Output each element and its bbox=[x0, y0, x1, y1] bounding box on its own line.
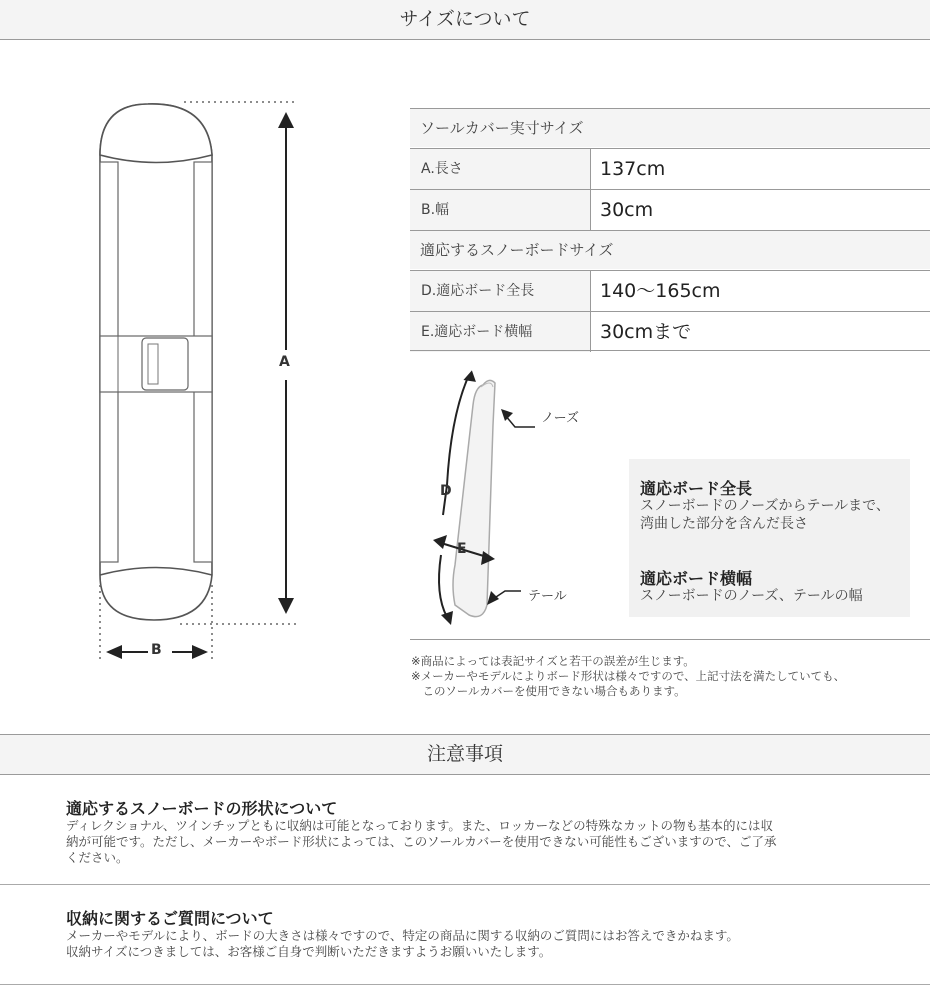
section-title: サイズについて bbox=[399, 8, 531, 30]
board-length-text-2: 湾曲した部分を含んだ長さ bbox=[640, 516, 808, 532]
note-title-shape: 適応するスノーボードの形状について bbox=[66, 799, 338, 818]
spec-label: A.長さ bbox=[410, 149, 591, 189]
board-width-title: 適応ボード横幅 bbox=[640, 569, 753, 588]
note-text-shape-2: 納が可能です。ただし、メーカーやボード形状によっては、このソールカバーを使用できない可能性もございますので、ご了承 bbox=[66, 834, 777, 849]
nose-label: ノーズ bbox=[541, 411, 579, 426]
sole-cover-diagram bbox=[90, 90, 310, 670]
spec-table-bottom bbox=[410, 350, 930, 351]
spec-label: E.適応ボード横幅 bbox=[410, 312, 591, 352]
section-header-size bbox=[0, 0, 930, 40]
board-size-header: 適応するスノーボードサイズ bbox=[410, 230, 930, 269]
dimension-d-label: D bbox=[440, 483, 452, 499]
note-text-shape-3: ください。 bbox=[66, 850, 129, 865]
section-header-notes bbox=[0, 734, 930, 775]
footnote-1: ※商品によっては表記サイズと若干の誤差が生じます。 bbox=[411, 654, 695, 668]
spec-row-board-length bbox=[410, 270, 930, 311]
spec-row-board-width bbox=[410, 311, 930, 352]
spec-value: 30cmまで bbox=[600, 321, 692, 343]
footnote-3: このソールカバーを使用できない場合もあります。 bbox=[411, 684, 686, 698]
section-title: 注意事項 bbox=[426, 743, 503, 765]
spec-label: B.幅 bbox=[410, 190, 591, 230]
snowboard-shape bbox=[453, 380, 495, 616]
info-box bbox=[629, 459, 910, 617]
spec-value: 140〜165cm bbox=[600, 280, 721, 302]
board-width-text: スノーボードのノーズ、テールの幅 bbox=[640, 588, 863, 604]
cover-size-header: ソールカバー実寸サイズ bbox=[410, 108, 930, 147]
spec-row-width bbox=[410, 189, 930, 230]
dimension-e-label: E bbox=[457, 541, 467, 557]
board-length-title: 適応ボード全長 bbox=[640, 479, 753, 498]
dimension-a-label: A bbox=[279, 354, 290, 370]
dimension-b-label: B bbox=[151, 642, 162, 658]
note-text-shape-1: ディレクショナル、ツインチップともに収納は可能となっております。また、ロッカーなどの特殊なカットの物も基本的には収 bbox=[66, 818, 774, 833]
bottom-divider bbox=[0, 984, 930, 985]
spec-row-length bbox=[410, 148, 930, 189]
tail-label: テール bbox=[528, 589, 567, 604]
snowboard-diagram bbox=[425, 365, 605, 630]
board-length-text-1: スノーボードのノーズからテールまで、 bbox=[640, 498, 890, 514]
note-text-question-2: 収納サイズにつきましては、お客様ご自身で判断いただきますようお願いいたします。 bbox=[66, 944, 552, 959]
spec-value: 137cm bbox=[600, 158, 666, 180]
footnote-2: ※メーカーやモデルによりボード形状は様々ですので、上記寸法を満たしていても、 bbox=[411, 669, 846, 683]
note-text-question-1: メーカーやモデルにより、ボードの大きさは様々ですので、特定の商品に関する収納のご質問にはお答えできかねます。 bbox=[66, 928, 739, 943]
footnote-divider bbox=[410, 639, 930, 640]
spec-value: 30cm bbox=[600, 199, 654, 221]
spec-label: D.適応ボード全長 bbox=[410, 271, 591, 311]
notes-divider bbox=[0, 884, 930, 885]
note-title-question: 収納に関するご質問について bbox=[66, 909, 274, 928]
